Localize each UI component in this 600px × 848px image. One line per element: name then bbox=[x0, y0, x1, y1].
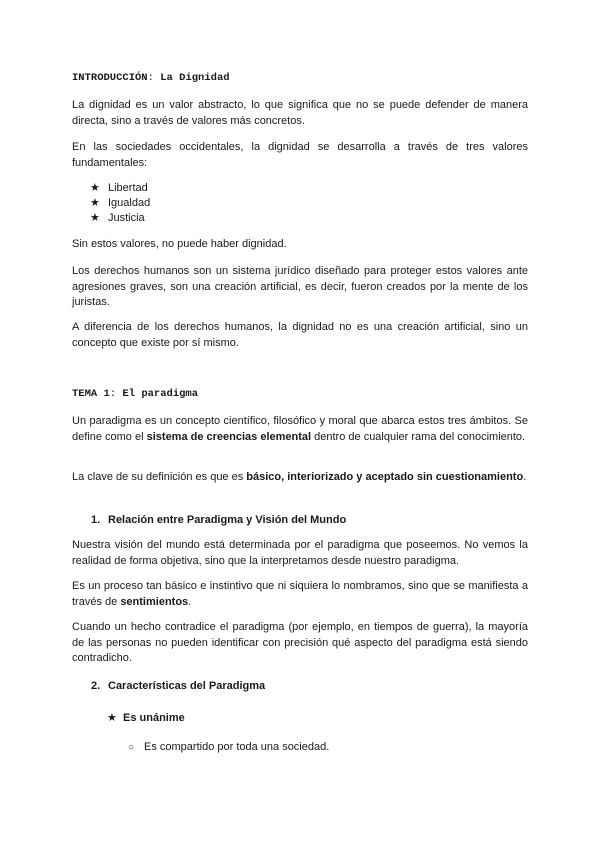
tema1-paragraph-5: Cuando un hecho contradice el paradigma (por ejemplo, en tiempos de guerra), la mayoría de las personas no pueden identificar con precisión qué aspecto del paradigma está siendo contradicho. bbox=[72, 621, 528, 664]
list-item bbox=[90, 181, 490, 196]
tema1-paragraph-1 bbox=[72, 414, 528, 445]
characteristic-detail bbox=[128, 740, 329, 755]
intro-heading-label: INTRODUCCIÓN bbox=[72, 72, 148, 84]
intro-heading bbox=[72, 71, 528, 87]
section-1-heading bbox=[91, 513, 346, 528]
text-run: . bbox=[523, 471, 527, 483]
text-run: dentro de cualquier rama del conocimiento. bbox=[311, 430, 526, 443]
star-bullet-icon: ★ bbox=[90, 197, 100, 209]
tema1-paragraph-3: Nuestra visión del mundo está determinada por el paradigma que poseemos. No vemos la realidad de forma objetiva, sino que la interpretamos desde nuestro paradigma. bbox=[72, 539, 528, 567]
star-bullet-icon: ★ bbox=[107, 712, 117, 724]
bold-term: sistema de creencias elemental bbox=[146, 430, 312, 443]
characteristic-title: Es unánime bbox=[123, 712, 185, 724]
text-run: Un paradigma es un concepto científico, filosófico y moral que abarca estos tres ámbitos. Se define como el bbox=[72, 415, 528, 443]
values-list bbox=[90, 181, 490, 226]
value-libertad: Libertad bbox=[108, 182, 148, 194]
intro-paragraph-2: En las sociedades occidentales, la dignidad se desarrolla a través de tres valores fundamentales: bbox=[72, 141, 528, 169]
section-number: 1. bbox=[91, 514, 101, 526]
value-igualdad: Igualdad bbox=[108, 197, 151, 209]
tema1-heading-separator: : bbox=[109, 388, 123, 400]
bold-term: básico, interiorizado y aceptado sin cuestionamiento bbox=[246, 471, 524, 483]
intro-paragraph-3: Sin estos valores, no puede haber dignidad. bbox=[72, 238, 287, 250]
text-run: Es un proceso tan básico e instintivo que ni siquiera lo nombramos, sino que se manifiesta a través de bbox=[72, 580, 528, 608]
value-justicia: Justicia bbox=[108, 212, 145, 224]
list-item bbox=[90, 211, 490, 226]
intro-paragraph-4: Los derechos humanos son un sistema jurídico diseñado para proteger estos valores ante agresiones graves, son una creación artificial, es decir, fueron creados por la mente de los juristas. bbox=[72, 265, 528, 308]
text-run: La clave de su definición es que es bbox=[72, 471, 247, 483]
tema1-paragraph-2 bbox=[72, 470, 528, 486]
text-run: . bbox=[188, 595, 192, 608]
star-bullet-icon: ★ bbox=[90, 182, 100, 194]
intro-heading-title: La Dignidad bbox=[160, 72, 230, 84]
bold-term: sentimientos bbox=[120, 595, 189, 608]
section-2-heading bbox=[91, 679, 265, 694]
characteristic-detail-text: Es compartido por toda una sociedad. bbox=[144, 741, 330, 753]
list-item bbox=[90, 196, 490, 211]
circle-bullet-icon: ○ bbox=[128, 742, 135, 753]
tema1-heading-title: El paradigma bbox=[122, 388, 199, 400]
star-bullet-icon: ★ bbox=[90, 212, 100, 224]
section-title: Características del Paradigma bbox=[108, 680, 266, 692]
tema1-paragraph-4 bbox=[72, 579, 528, 610]
intro-paragraph-1: La dignidad es un valor abstracto, lo que significa que no se puede defender de manera directa, sino a través de valores más concretos. bbox=[72, 99, 528, 127]
intro-paragraph-5: A diferencia de los derechos humanos, la dignidad no es una creación artificial, sino un concepto que existe por sí mismo. bbox=[72, 321, 528, 349]
section-number: 2. bbox=[91, 680, 101, 692]
tema1-heading bbox=[72, 387, 528, 403]
section-title: Relación entre Paradigma y Visión del Mundo bbox=[108, 514, 347, 526]
tema1-heading-label: TEMA 1 bbox=[72, 388, 110, 400]
characteristic-unanime bbox=[107, 711, 185, 726]
intro-heading-separator: : bbox=[147, 72, 161, 84]
